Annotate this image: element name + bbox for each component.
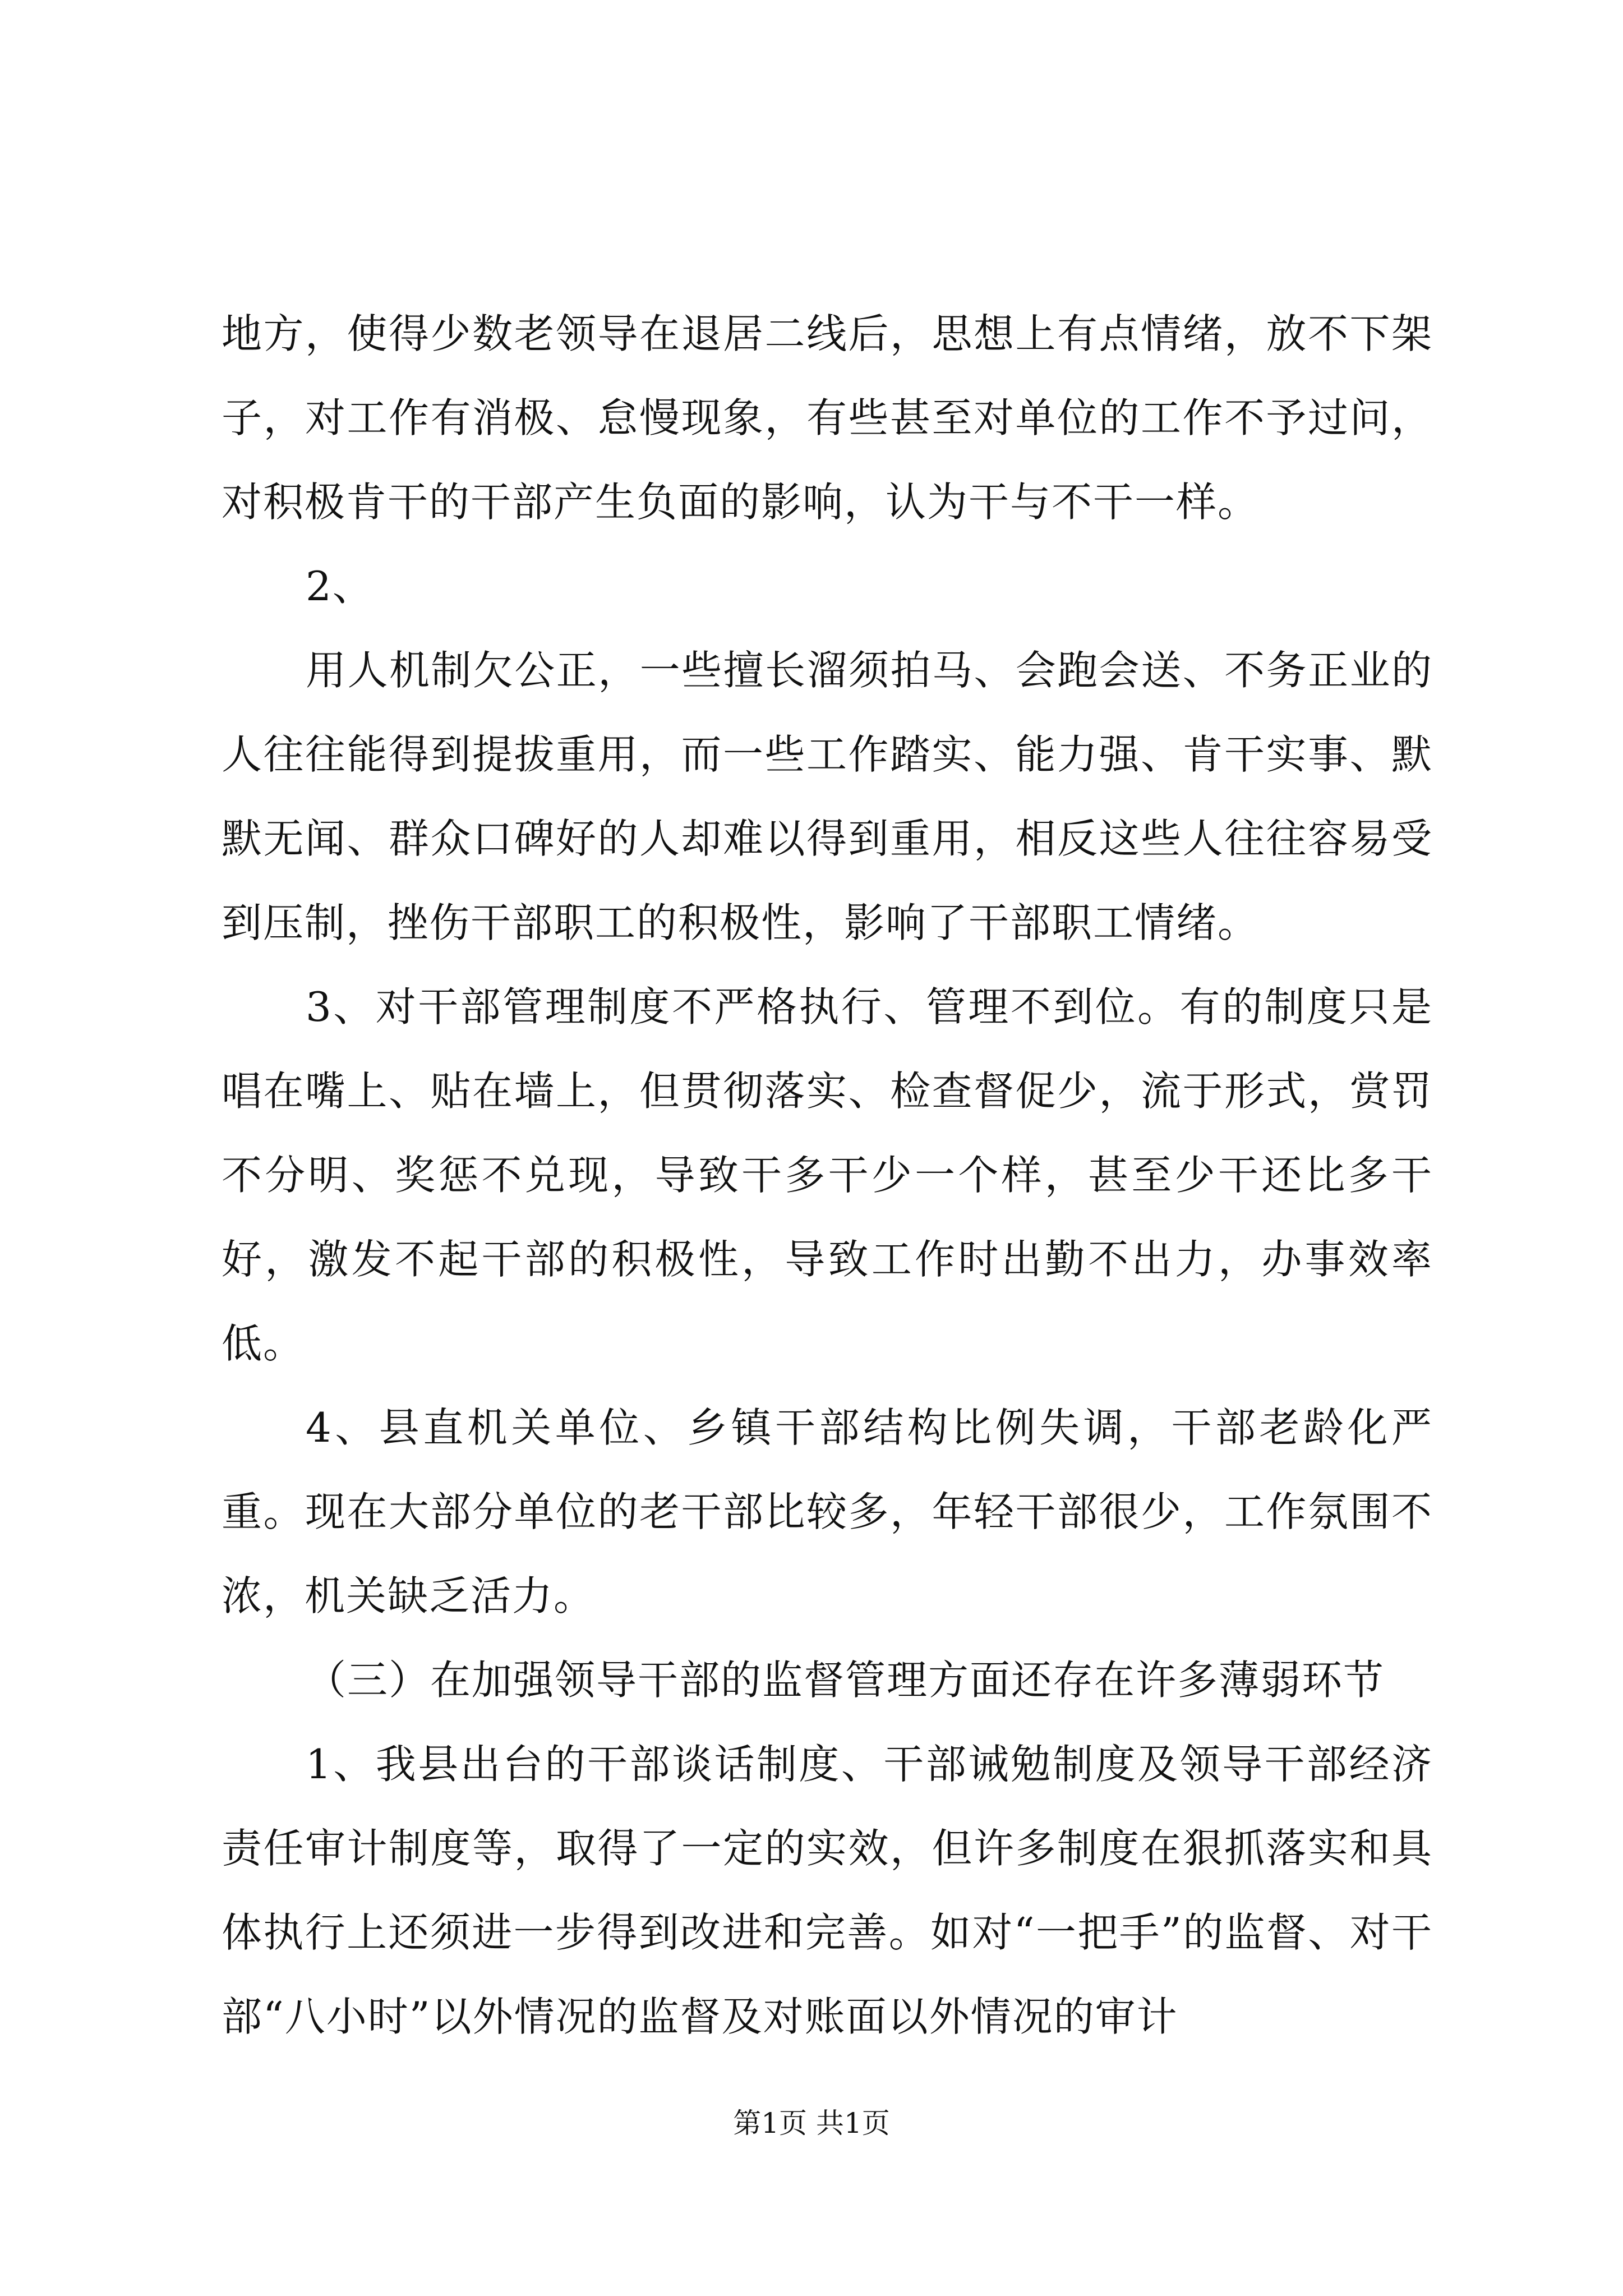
paragraph-item-2-text: 用人机制欠公正，一些擅长溜须拍马、会跑会送、不务正业的人往往能得到提拔重用，而一些工作踏实、能力强、肯干实事、默默无闻、群众口碑好的人却难以得到重用，相反这些人往往容易受到压制，挫伤干部职工的积极性，影响了干部职工情绪。 xyxy=(222,647,1433,946)
page-footer: 第1页 共1页 xyxy=(733,2107,890,2139)
paragraph-item-3: 3、对干部管理制度不严格执行、管理不到位。有的制度只是唱在嘴上、贴在墙上，但贯彻落实、检查督促少，流于形式，赏罚不分明、奖惩不兑现，导致干多干少一个样，甚至少干还比多干好，激发不起干部的积极性，导致工作时出勤不出力，办事效率低。 xyxy=(222,983,1433,1367)
paragraph-item-4: 4、县直机关单位、乡镇干部结构比例失调，干部老龄化严重。现在大部分单位的老干部比较多，年轻干部很少，工作氛围不浓，机关缺乏活力。 xyxy=(222,1404,1433,1619)
paragraph-item-2-number: 2、 xyxy=(306,563,374,610)
paragraph-subitem-1: 1、我县出台的干部谈话制度、干部诫勉制度及领导干部经济责任审计制度等，取得了一定的实效，但许多制度在狠抓落实和具体执行上还须进一步得到改进和完善。如对“一把手”的监督、对干部“八小时”以外情况的监督及对账面以外情况的审计 xyxy=(222,1741,1433,2040)
document-body xyxy=(222,292,1433,2059)
paragraph-continuation: 地方，使得少数老领导在退居二线后，思想上有点情绪，放不下架子，对工作有消极、怠慢现象，有些甚至对单位的工作不予过问，对积极肯干的干部产生负面的影响，认为干与不干一样。 xyxy=(222,310,1433,526)
section-heading-3: （三）在加强领导干部的监督管理方面还存在许多薄弱环节 xyxy=(306,1657,1385,1704)
